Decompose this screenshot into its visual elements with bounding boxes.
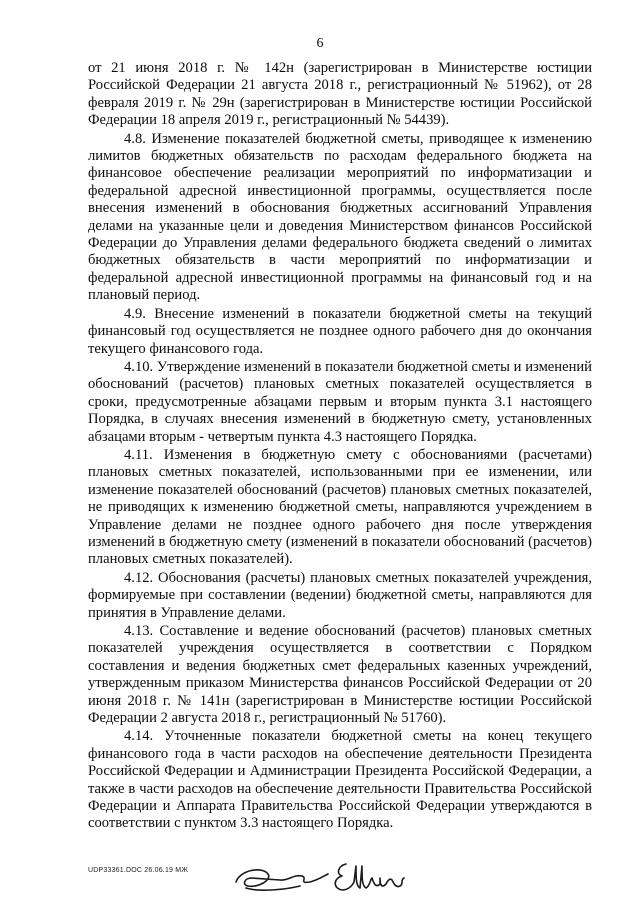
handwritten-signature	[228, 852, 428, 902]
paragraph-4-8: 4.8. Изменение показателей бюджетной сметы, приводящее к изменению лимитов бюджетных обязательств по расходам федерального бюджета на финансовое обеспечение реализации мероприятий по информатизации и федеральной адресной инвестиционной программы, осуществляется после внесения изменений в обоснования бюджетных ассигнований Управления делами на указанные цели и доведения Министерством финансов Российской Федерации до Управления делами федерального бюджета сведений о лимитах бюджетных обязательств в части мероприятий по информатизации и федеральной адресной инвестиционной программы на финансовый год и на плановый период.	[88, 130, 592, 304]
paragraph-4-14: 4.14. Уточненные показатели бюджетной сметы на конец текущего финансового года в части расходов на обеспечение деятельности Президента Российской Федерации и Администрации Президента Российской Федерации, а также в части расходов на обеспечение деятельности Правительства Российской Федерации и Аппарата Правительства Российской Федерации утверждаются в соответствии с пунктом 3.3 настоящего Порядка.	[88, 728, 592, 832]
page-number: 6	[316, 36, 324, 51]
footer-doc-code: UDP33361.DOC 26.06.19 МЖ	[88, 867, 188, 874]
paragraph-4-11: 4.11. Изменения в бюджетную смету с обоснованиями (расчетами) плановых сметных показателей, использованными при ее изменении, или изменение показателей обоснований (расчетов) плановых сметных показателей, не приводящих к изменению бюджетной сметы, направляются учреждением в Управление делами не позднее одного рабочего дня после утверждения изменений в бюджетную смету (изменений в показатели обоснований (расчетов) плановых сметных показателей).	[88, 446, 592, 568]
paragraph-4-13: 4.13. Составление и ведение обоснований (расчетов) плановых сметных показателей учреждения осуществляется в соответствии с Порядком составления и ведения бюджетных смет федеральных казенных учреждений, утвержденным приказом Министерства финансов Российской Федерации от 20 июня 2018 г. № 141н (зарегистрирован в Министерстве юстиции Российской Федерации 2 августа 2018 г., регистрационный № 51760).	[88, 623, 592, 727]
paragraph-4-12: 4.12. Обоснования (расчеты) плановых сметных показателей учреждения, формируемые при составлении (ведении) бюджетной сметы, направляются для принятия в Управление делами.	[88, 569, 592, 621]
paragraph-continuation: от 21 июня 2018 г. № 142н (зарегистрирован в Министерстве юстиции Российской Федерации 21 августа 2018 г., регистрационный № 51962), от 28 февраля 2019 г. № 29н (зарегистрирован в Министерстве юстиции Российской Федерации 18 апреля 2019 г., регистрационный № 54439).	[88, 60, 592, 129]
paragraph-4-9: 4.9. Внесение изменений в показатели бюджетной сметы на текущий финансовый год осуществляется не позднее одного рабочего дня до окончания текущего финансового года.	[88, 305, 592, 357]
paragraph-4-10: 4.10. Утверждение изменений в показатели бюджетной сметы и изменений обоснований (расчетов) плановых сметных показателей осуществляется в сроки, предусмотренные абзацами первым и вторым пункта 3.1 настоящего Порядка, в случаях внесения изменений в бюджетную смету, установленных абзацами вторым - четвертым пункта 4.3 настоящего Порядка.	[88, 358, 592, 445]
document-body	[88, 60, 592, 834]
